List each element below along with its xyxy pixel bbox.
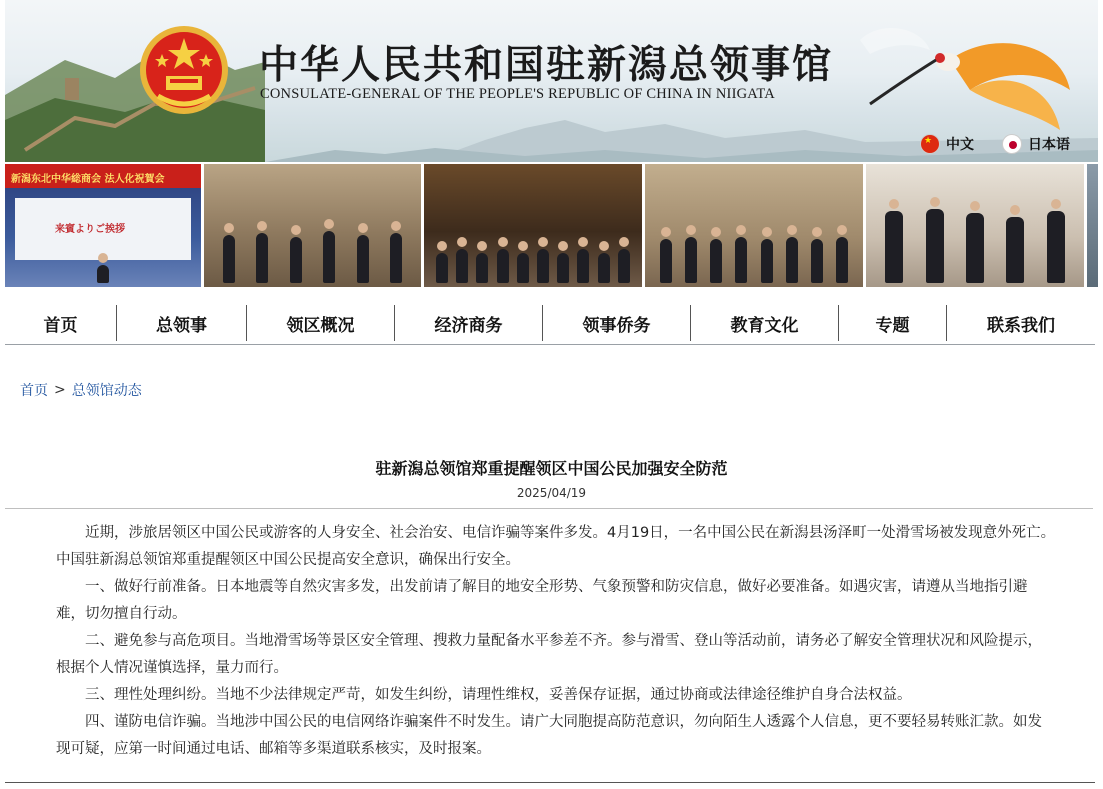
event-photo[interactable] <box>5 164 201 287</box>
china-flag-icon <box>920 134 940 154</box>
event-photo[interactable] <box>1087 164 1098 287</box>
ibis-bird <box>870 43 1070 130</box>
language-japanese-link[interactable] <box>1002 134 1070 154</box>
header-banner <box>5 0 1098 162</box>
national-emblem-icon <box>138 24 230 116</box>
ibis-bird-faint <box>860 28 930 54</box>
event-photo[interactable] <box>424 164 642 287</box>
event-photo[interactable] <box>204 164 421 287</box>
site-title-chinese: 中华人民共和国驻新潟总领事馆 <box>259 43 834 88</box>
article-paragraph: 三、理性处理纠纷。当地不少法律规定严苛，如发生纠纷，请理性维权，妥善保存证据，通过协商或法律途径维护自身合法权益。 <box>85 687 912 703</box>
article-paragraph: 二、避免参与高危项目。当地滑雪场等景区安全管理、搜救力量配备水平参差不齐。参与滑雪、登山等活动前，请务必了解安全管理状况和风险提示，根据个人情况谨慎选择，量力而行。 <box>56 633 1042 676</box>
breadcrumb <box>20 380 142 400</box>
main-navigation <box>5 305 1095 345</box>
article-paragraph: 近期，涉旅居领区中国公民或游客的人身安全、社会治安、电信诈骗等案件多发。4月19日，一名中国公民在新潟县汤泽町一处滑雪场被发现意外死亡。中国驻新潟总领馆郑重提醒领区中国公民提高安全意识，确保出行安全。 <box>56 525 1056 568</box>
event-photo[interactable] <box>866 164 1084 287</box>
language-label: 日本语 <box>1028 137 1070 153</box>
article-body <box>56 520 1056 763</box>
language-chinese-link[interactable] <box>920 134 974 154</box>
japan-flag-icon <box>1002 134 1022 154</box>
speaker-figure <box>85 261 121 283</box>
group-figures <box>432 223 634 283</box>
divider <box>5 508 1093 509</box>
group-figures <box>212 223 413 283</box>
screen-text: 来賓よりご挨拶 <box>55 224 125 235</box>
article-paragraph: 一、做好行前准备。日本地震等自然灾害多发，出发前请了解目的地安全形势、气象预警和防灾信息，做好必要准备。如遇灾害，请遵从当地指引避难，切勿擅自行动。 <box>56 579 1028 622</box>
group-figures <box>653 223 855 283</box>
nav-item-home[interactable]: 首页 <box>5 305 117 341</box>
event-photo[interactable] <box>645 164 863 287</box>
nav-item-topics[interactable]: 专题 <box>839 305 947 341</box>
divider <box>5 782 1095 783</box>
language-label: 中文 <box>946 137 974 153</box>
group-figures <box>874 223 1076 283</box>
photo-strip <box>5 164 1098 287</box>
event-banner-text: 新潟东北中华総商会 法人化祝賀会 <box>11 174 165 185</box>
breadcrumb-home-link[interactable]: 首页 <box>20 383 48 399</box>
article-paragraph: 四、谨防电信诈骗。当地涉中国公民的电信网络诈骗案件不时发生。请广大同胞提高防范意识，勿向陌生人透露个人信息，更不要轻易转账汇款。如发现可疑，应第一时间通过电话、邮箱等多渠道联系核实，及时报案。 <box>56 714 1042 757</box>
site-title-english: CONSULATE-GENERAL OF THE PEOPLE'S REPUBLIC OF CHINA IN NIIGATA <box>260 86 775 102</box>
nav-item-consular-affairs[interactable]: 领事侨务 <box>543 305 691 341</box>
nav-item-consul-general[interactable]: 总领事 <box>117 305 247 341</box>
breadcrumb-separator: > <box>54 382 66 398</box>
nav-item-education-culture[interactable]: 教育文化 <box>691 305 839 341</box>
article-date: 2025/04/19 <box>516 486 587 500</box>
nav-item-contact-us[interactable]: 联系我们 <box>987 315 1055 336</box>
nav-item-economy-commerce[interactable]: 经济商务 <box>395 305 543 341</box>
article-title: 驻新潟总领馆郑重提醒领区中国公民加强安全防范 <box>375 459 728 478</box>
nav-item-consular-district[interactable]: 领区概况 <box>247 305 395 341</box>
breadcrumb-current-link[interactable]: 总领馆动态 <box>71 383 142 399</box>
